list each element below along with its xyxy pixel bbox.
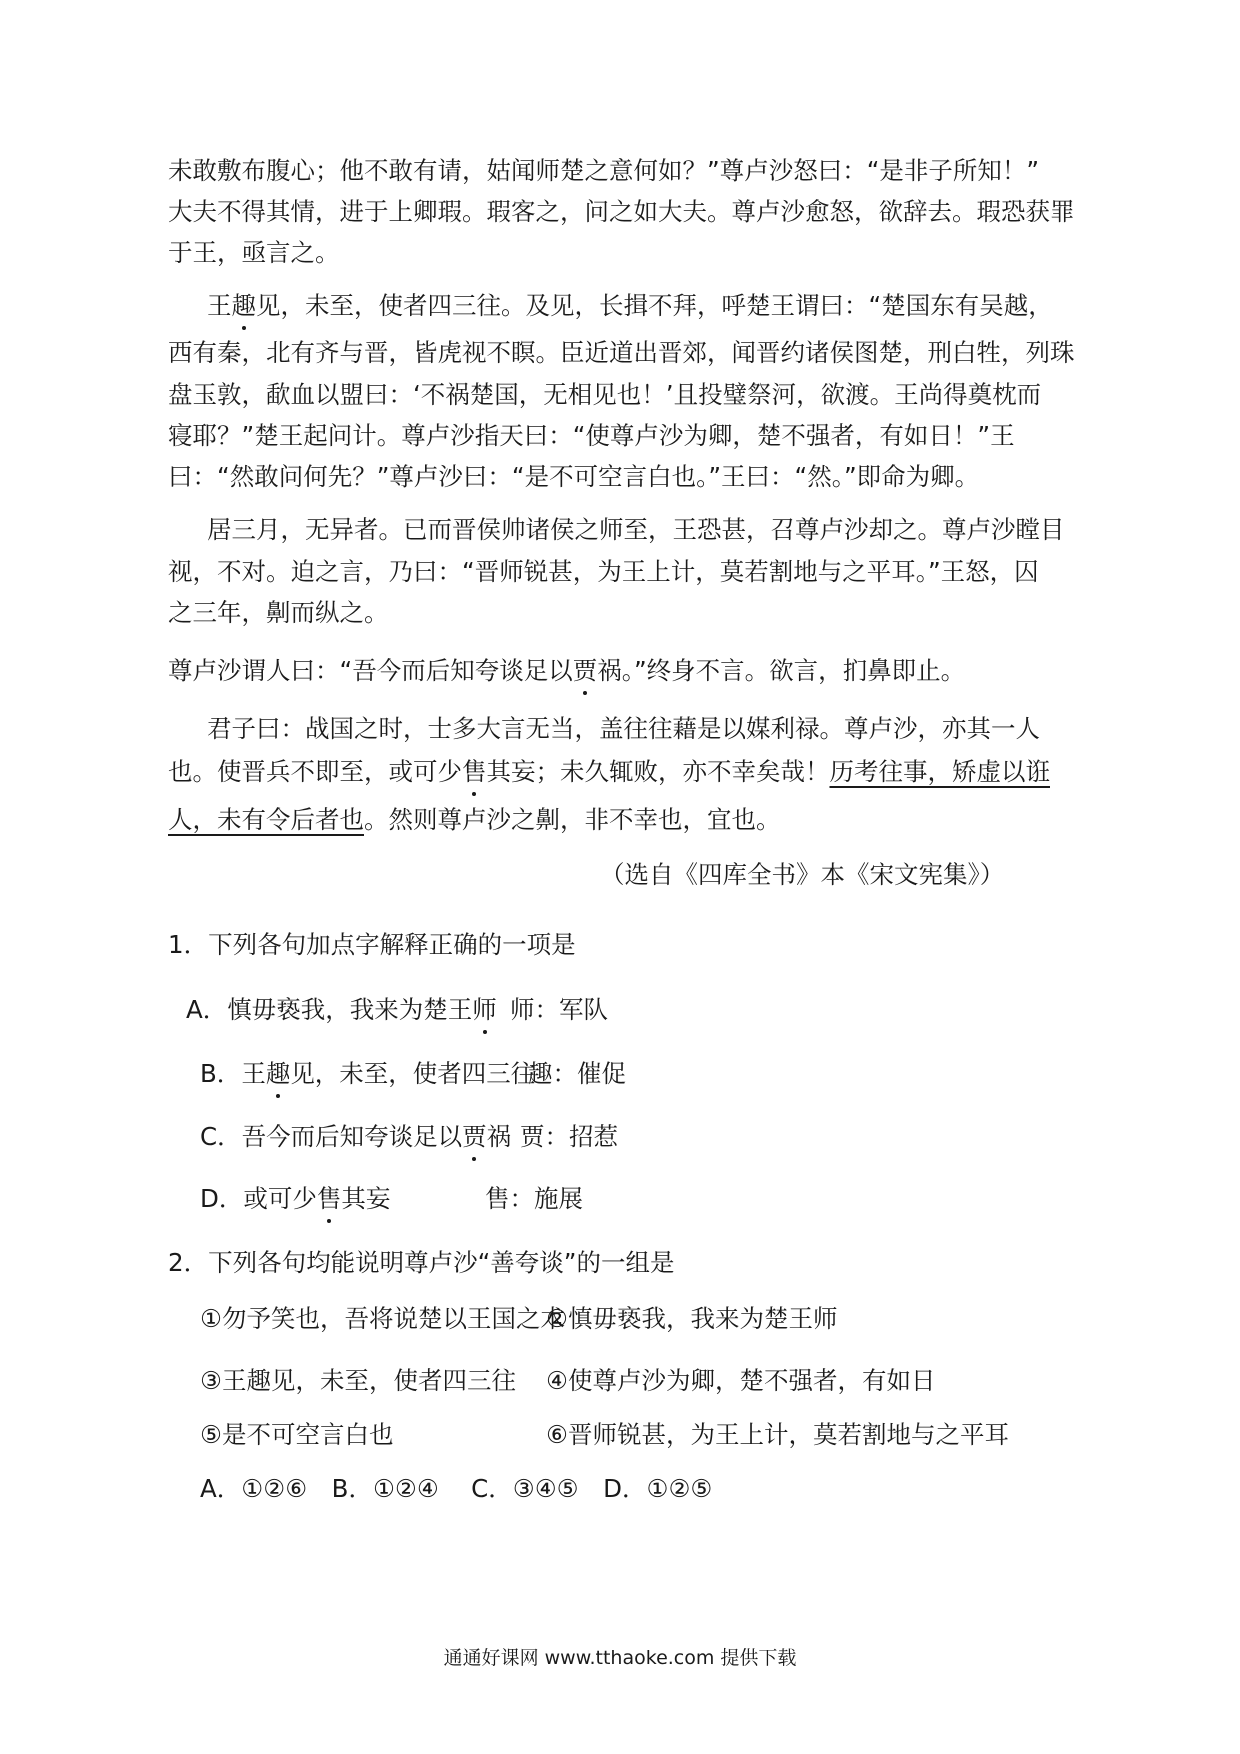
- option-label: D．: [200, 1184, 244, 1213]
- passage-line: 未敢敷布腹心；他不敢有请，姑闻师楚之意何如？”尊卢沙怒曰：“是非子所知！”: [168, 156, 1040, 185]
- passage-line: [168, 755, 1050, 789]
- q2-item: ⑥晋师锐甚，为王上计，莫若割地与之平耳: [546, 1420, 1009, 1449]
- option-text: 慎毋亵我，我来为楚王: [227, 995, 473, 1024]
- q1-option-d-explanation: 售：施展: [485, 1184, 583, 1213]
- source-citation: （选自《四库全书》本《宋文宪集》）: [600, 860, 1005, 889]
- question-2-stem: 2．下列各句均能说明尊卢沙“善夸谈”的一组是: [168, 1248, 675, 1277]
- q1-option-d: [200, 1182, 390, 1216]
- text-segment: 祸。”终身不言。欲言，扪鼻即止。: [597, 656, 966, 685]
- option-label: A．: [186, 995, 228, 1024]
- page-footer: 通通好课网 www.tthaoke.com 提供下载: [443, 1647, 797, 1669]
- q1-option-c: [200, 1120, 511, 1154]
- emphasis-dot-char: 贾: [573, 654, 598, 688]
- q2-item: ①勿予笑也，吾将说楚以王国之术: [200, 1304, 565, 1333]
- q1-option-a-explanation: 师：军队: [510, 995, 608, 1024]
- passage-line: 大夫不得其情，进于上卿瑕。瑕客之，问之如大夫。尊卢沙愈怒，欲辞去。瑕恐获罪: [168, 197, 1075, 226]
- text-segment: 见，未至，使者四三往。及见，长揖不拜，呼楚王谓曰：“楚国东有吴越，: [256, 291, 1053, 320]
- q1-option-b: [200, 1057, 535, 1091]
- option-label: B．: [200, 1059, 242, 1088]
- option-text: 或可少: [243, 1184, 317, 1213]
- option-text: 见，未至，使者四三往: [290, 1059, 536, 1088]
- option-text: 吾今而后知夸谈足以: [241, 1122, 463, 1151]
- q2-item: ④使尊卢沙为卿，楚不强者，有如日: [546, 1366, 936, 1395]
- q2-options: A．①②⑥ B．①②④ C．③④⑤ D．①②⑤: [200, 1474, 713, 1503]
- option-text: 其妄: [341, 1184, 391, 1213]
- passage-line: [168, 654, 965, 688]
- passage-line: 君子曰：战国之时，士多大言无当，盖往往藉是以媒利禄。尊卢沙，亦其一人: [207, 714, 1040, 743]
- passage-line: [207, 289, 1053, 323]
- text-segment: 。然则尊卢沙之劓，非不幸也，宜也。: [364, 805, 781, 834]
- text-segment: 也。使晋兵不即至，或可少: [168, 757, 462, 786]
- option-text: 王: [241, 1059, 266, 1088]
- passage-line: 之三年，劓而纵之。: [168, 598, 389, 627]
- q2-item: ⑤是不可空言白也: [200, 1420, 394, 1449]
- passage-line: 盘玉敦，歃血以盟曰：‘不祸楚国，无相见也！’且投璧祭河，欲渡。王尚得奠枕而: [168, 380, 1042, 409]
- q2-item: ②慎毋亵我，我来为楚王师: [546, 1304, 838, 1333]
- emphasis-dot-char: 师: [472, 993, 497, 1027]
- q1-option-c-explanation: 贾：招惹: [520, 1122, 618, 1151]
- q2-item: ③王趣见，未至，使者四三往: [200, 1366, 516, 1395]
- emphasis-dot-char: 贾: [462, 1120, 487, 1154]
- emphasis-dot-char: 售: [317, 1182, 342, 1216]
- passage-line: 寝耶？”楚王起问计。尊卢沙指天曰：“使尊卢沙为卿，楚不强者，有如日！”王: [168, 421, 1015, 450]
- option-label: C．: [200, 1122, 242, 1151]
- passage-line: 曰：“然敢问何先？”尊卢沙曰：“是不可空言白也。”王曰：“然。”即命为卿。: [168, 462, 980, 491]
- emphasis-dot-char: 售: [462, 755, 487, 789]
- passage-line: 于王，亟言之。: [168, 238, 340, 267]
- passage-line: [168, 803, 781, 837]
- text-segment: 王: [207, 291, 232, 320]
- q1-option-a: [186, 993, 497, 1027]
- option-text: 祸: [486, 1122, 512, 1151]
- passage-line: 居三月，无异者。已而晋侯帅诸侯之师至，王恐甚，召尊卢沙却之。尊卢沙瞠目: [207, 515, 1065, 544]
- text-segment: 其妄；未久辄败，亦不幸矣哉！: [486, 757, 830, 786]
- passage-line: 视，不对。迫之言，乃曰：“晋师锐甚，为王上计，莫若割地与之平耳。”王怒，囚: [168, 557, 1039, 586]
- passage-line: 西有秦，北有齐与晋，皆虎视不瞑。臣近道出晋郊，闻晋约诸侯图楚，刑白牲，列珠: [168, 338, 1075, 367]
- emphasis-dot-char: 趣: [266, 1057, 291, 1091]
- question-1-stem: 1．下列各句加点字解释正确的一项是: [168, 930, 576, 959]
- underlined-sentence: 历考往事，矫虚以诳: [829, 757, 1050, 786]
- q1-option-b-explanation: 趣：催促: [528, 1059, 626, 1088]
- underlined-sentence: 人，未有令后者也: [168, 805, 364, 834]
- emphasis-dot-char: 趣: [232, 289, 257, 323]
- text-segment: 尊卢沙谓人曰：“吾今而后知夸谈足以: [168, 656, 573, 685]
